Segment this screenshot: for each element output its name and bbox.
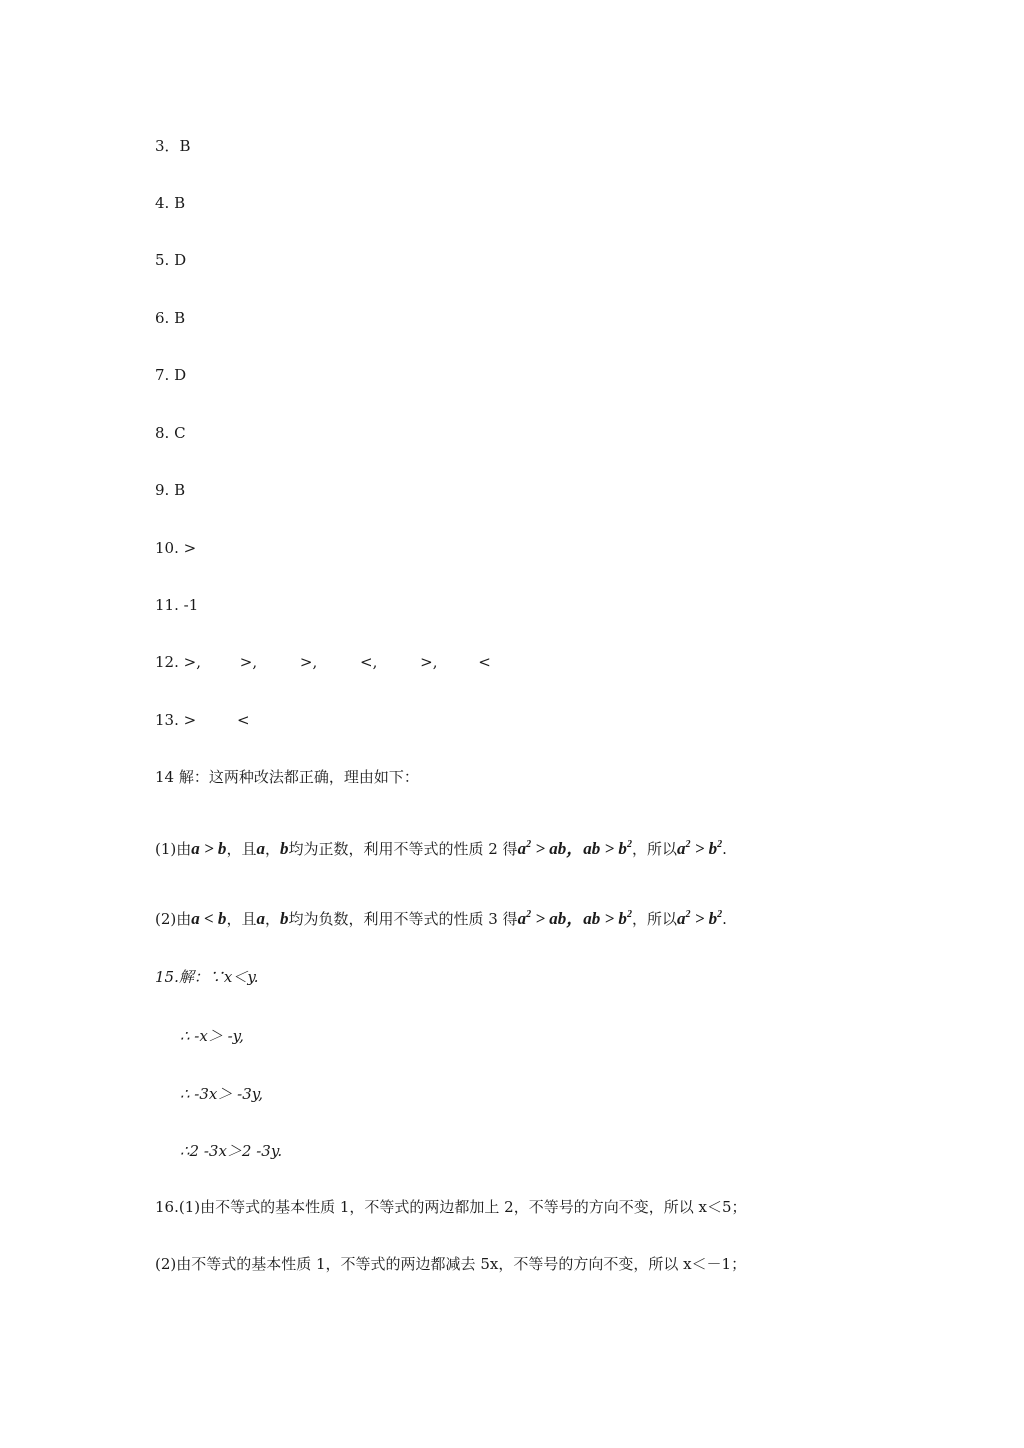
answer-12-sign: <	[478, 653, 491, 671]
inequality-a-lt-b: a < b	[191, 909, 227, 928]
answer-14-part-1	[155, 835, 727, 859]
answer-13-num: 13.	[155, 711, 179, 729]
conclusion-inequality: $a^2 > b^2$	[676, 839, 723, 858]
answer-12-sign: >,	[420, 653, 438, 671]
answer-3: 3．B	[155, 137, 191, 155]
answer-6: 6. B	[155, 309, 186, 327]
text: ，	[264, 840, 280, 858]
variable-a: a	[256, 909, 265, 928]
answer-15-step-2: ∴ -3x＞ -3y,	[180, 1085, 264, 1103]
text: .	[722, 840, 727, 858]
answer-7: 7. D	[155, 366, 187, 384]
part-label: (2)由	[155, 910, 192, 928]
result-inequalities: $a^2$ > ab，ab > $b^2$	[517, 839, 632, 858]
answer-10: 10. >	[155, 539, 197, 557]
answer-4: 4. B	[155, 194, 186, 212]
variable-b: b	[279, 839, 289, 858]
answer-16-part-2: (2)由不等式的基本性质 1，不等式的两边都减去 5x，不等号的方向不变，所以 x＜－1；	[155, 1255, 747, 1273]
answer-16-part-1: 16.(1)由不等式的基本性质 1，不等式的两边都加上 2，不等号的方向不变，所以 x＜5；	[155, 1198, 747, 1216]
answer-12-sign: >,	[299, 653, 318, 671]
answer-12	[155, 652, 491, 672]
result-inequalities: $a^2$ > ab，ab > $b^2$	[517, 909, 632, 928]
text: ，且	[226, 840, 257, 858]
variable-b: b	[279, 909, 289, 928]
text: .	[722, 910, 727, 928]
answer-15-step-1: ∴ -x＞ -y,	[180, 1027, 244, 1045]
conclusion-inequality: $a^2 > b^2$	[676, 909, 723, 928]
inequality-a-gt-b: a > b	[191, 839, 227, 858]
text: 均为负数，利用不等式的性质 3 得	[288, 910, 518, 928]
answer-14-heading: 14 解：这两种改法都正确，理由如下：	[155, 768, 419, 786]
answer-13-sign: <	[237, 711, 250, 729]
text: 均为正数，利用不等式的性质 2 得	[288, 840, 518, 858]
answer-12-sign: >,	[183, 653, 201, 671]
answer-8: 8. C	[155, 424, 186, 442]
answer-11: 11. -1	[155, 596, 199, 614]
answer-12-sign: >,	[239, 653, 258, 671]
answer-13-sign: >	[183, 711, 197, 729]
answer-13	[155, 710, 250, 730]
text: ，所以	[631, 840, 677, 858]
answer-15-step-3: ∴2 -3x＞2 -3y.	[180, 1142, 283, 1160]
answer-15-heading: 15.解：∵x＜y.	[155, 968, 259, 986]
answer-12-num: 12.	[155, 653, 179, 671]
variable-a: a	[256, 839, 265, 858]
text: ，所以	[631, 910, 677, 928]
text: ，且	[226, 910, 257, 928]
answer-9: 9. B	[155, 481, 186, 499]
answer-14-part-2	[155, 905, 727, 929]
part-label: (1)由	[155, 840, 192, 858]
answer-5: 5. D	[155, 251, 187, 269]
answer-12-sign: <,	[360, 653, 378, 671]
text: ，	[264, 910, 280, 928]
